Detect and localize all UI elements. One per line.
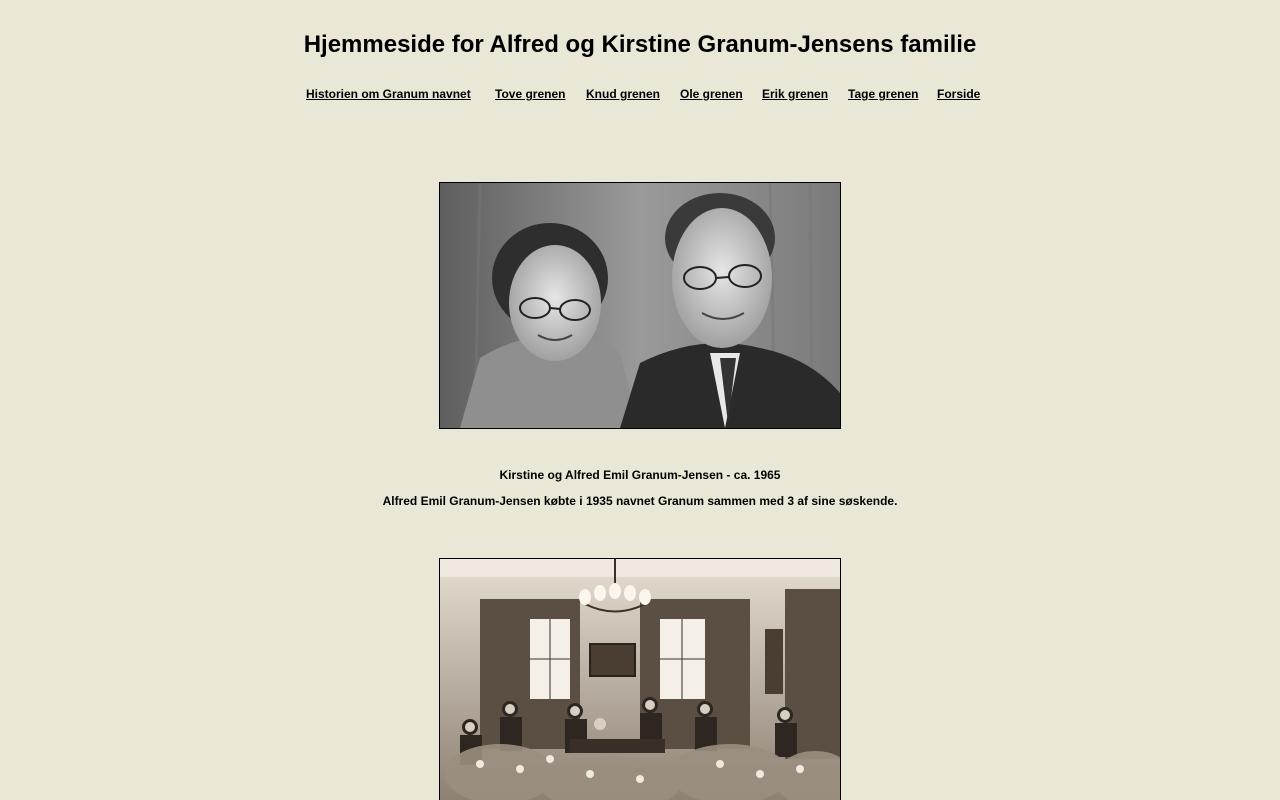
- family-living-room-photo: [439, 558, 841, 800]
- page-title: Hjemmeside for Alfred og Kirstine Granum-Jensens familie: [303, 31, 977, 58]
- photo-caption: Kirstine og Alfred Emil Granum-Jensen - ca. 1965: [499, 468, 781, 482]
- photo-description: Alfred Emil Granum-Jensen købte i 1935 navnet Granum sammen med 3 af sine søskende.: [382, 494, 898, 508]
- top-nav: [0, 86, 1280, 102]
- nav-link-historien[interactable]: Historien om Granum navnet: [306, 87, 471, 101]
- nav-link-tove[interactable]: Tove grenen: [495, 87, 566, 101]
- nav-link-erik[interactable]: Erik grenen: [762, 87, 829, 101]
- couple-portrait-photo: [439, 182, 841, 429]
- nav-link-forside[interactable]: Forside: [937, 87, 981, 101]
- nav-link-ole[interactable]: Ole grenen: [680, 87, 743, 101]
- nav-link-tage[interactable]: Tage grenen: [848, 87, 919, 101]
- nav-link-knud[interactable]: Knud grenen: [586, 87, 660, 101]
